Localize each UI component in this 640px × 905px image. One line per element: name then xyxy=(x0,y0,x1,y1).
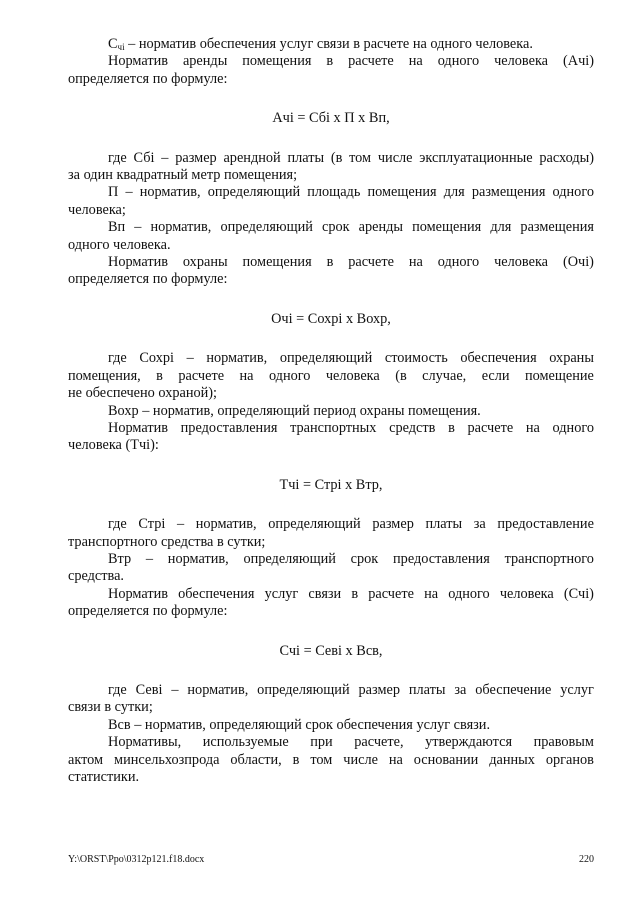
word: срок xyxy=(350,550,379,567)
word: предоставления xyxy=(180,419,278,436)
word: арендной xyxy=(223,149,281,166)
word: где xyxy=(108,516,127,533)
word: на xyxy=(424,585,439,602)
subscript: чi xyxy=(117,42,125,52)
word: человека xyxy=(494,53,549,70)
paragraph-sohri-line2 xyxy=(68,368,594,385)
word: основании xyxy=(413,751,479,768)
paragraph-vohr: Вохр – норматив, определяющий период охраны помещения. xyxy=(108,402,481,419)
word: расчете, xyxy=(354,734,404,751)
word: эксплуатационные xyxy=(419,149,533,166)
paragraph-comm-intro-line1 xyxy=(68,586,594,603)
page-number: 220 xyxy=(579,854,594,865)
word: определяющий xyxy=(243,550,336,567)
word: человека xyxy=(325,367,380,384)
word: расчете xyxy=(348,254,394,271)
paragraph-sevi-line2: связи в сутки; xyxy=(68,699,153,716)
formula-tchi: Тчi = Стрi х Втр, xyxy=(279,476,383,493)
word: случае, xyxy=(422,367,467,384)
word: помещения xyxy=(242,254,312,271)
word: норматив, xyxy=(187,681,249,698)
word: Вп xyxy=(108,219,126,236)
word: норматив, xyxy=(139,184,201,201)
word: на xyxy=(408,53,423,70)
page-footer xyxy=(68,854,594,866)
word: обеспечения xyxy=(178,585,255,602)
word: норматив, xyxy=(167,550,229,567)
word: области, xyxy=(230,751,282,768)
word: помещения, xyxy=(68,367,141,384)
word: помещения xyxy=(412,219,482,236)
word: определяющий xyxy=(220,219,313,236)
word: одного xyxy=(552,419,594,436)
word: норматив, xyxy=(195,516,257,533)
paragraph-p-line1 xyxy=(68,184,594,201)
word: Сбi xyxy=(133,149,155,166)
paragraph-cchi-definition xyxy=(68,36,594,53)
word: минсельхозпрода xyxy=(114,751,220,768)
word: расчете xyxy=(178,367,225,384)
formula-schi: Счi = Севi х Всв, xyxy=(279,642,383,659)
word: (в xyxy=(330,149,343,166)
word: определяющий xyxy=(257,681,350,698)
word: норматив, xyxy=(206,350,268,367)
word: для xyxy=(443,184,465,201)
word: на xyxy=(388,751,403,768)
word: Севi xyxy=(135,681,163,698)
word: Стрi xyxy=(138,516,166,533)
word: охраны xyxy=(182,254,228,271)
word: где xyxy=(108,149,127,166)
word: где xyxy=(108,350,127,367)
word: актом xyxy=(68,751,104,768)
word: расчете xyxy=(368,585,414,602)
paragraph-normatives-line3: статистики. xyxy=(68,769,140,785)
word: Норматив xyxy=(108,419,168,436)
word: если xyxy=(481,367,510,384)
paragraph-sohri-line1 xyxy=(68,350,594,367)
word: человека xyxy=(499,585,554,602)
paragraph-rent-intro-line1 xyxy=(68,53,594,70)
word: помещения xyxy=(367,184,437,201)
word: в xyxy=(448,419,455,436)
word: человека xyxy=(494,254,549,271)
word: в xyxy=(156,367,163,384)
paragraph-vtr-line2: средства. xyxy=(68,568,125,585)
word: том xyxy=(349,149,372,166)
word: платы xyxy=(287,149,325,166)
word: том xyxy=(310,751,333,768)
paragraph-security-intro-line1 xyxy=(68,254,594,271)
word: – xyxy=(145,550,154,567)
word: за xyxy=(454,681,467,698)
word: данных xyxy=(489,751,535,768)
word: – xyxy=(186,350,194,367)
word: Нормативы, xyxy=(108,734,182,751)
paragraph-vtr-line1 xyxy=(68,551,594,568)
word: средств xyxy=(389,419,436,436)
word: площадь xyxy=(307,184,361,201)
word: помещение xyxy=(524,367,594,384)
paragraph-sbi-line1 xyxy=(68,150,594,167)
word: используемые xyxy=(202,734,289,751)
word: услуг xyxy=(560,681,594,698)
text-fragment: С xyxy=(108,36,118,52)
word: одного xyxy=(448,585,490,602)
word: числе xyxy=(343,751,378,768)
paragraph-transport-intro-line2: человека (Тчi): xyxy=(68,437,159,454)
word: помещения xyxy=(242,53,312,70)
word: Втр xyxy=(108,550,132,567)
word: органов xyxy=(545,751,594,768)
paragraph-comm-intro-line2: определяется по формуле: xyxy=(68,603,228,620)
word: услуг xyxy=(264,585,299,602)
word: размер xyxy=(358,681,400,698)
paragraph-sohri-line3: не обеспечено охраной); xyxy=(68,385,218,402)
paragraph-vp-line2: одного человека. xyxy=(68,236,171,253)
word: размещения xyxy=(520,219,594,236)
paragraph-security-intro-line2: определяется по формуле: xyxy=(68,271,228,288)
word: одного xyxy=(437,53,480,70)
word: размещения xyxy=(471,184,546,201)
word: расчете xyxy=(348,53,394,70)
word: предоставления xyxy=(393,550,490,567)
word: – xyxy=(161,149,169,166)
word: норматив, xyxy=(150,219,212,236)
paragraph-sevi-line1 xyxy=(68,682,594,699)
word: правовым xyxy=(533,734,594,751)
paragraph-vsv: Всв – норматив, определяющий срок обеспечения услуг связи. xyxy=(108,716,491,733)
paragraph-p-line2: человека; xyxy=(68,201,126,218)
word: стоимость xyxy=(384,350,448,367)
word: на xyxy=(525,419,540,436)
paragraph-normatives-line2 xyxy=(68,752,594,769)
paragraph-transport-intro-line1 xyxy=(68,420,594,437)
word: – xyxy=(125,184,133,201)
word: размер xyxy=(372,516,414,533)
word: – xyxy=(171,681,179,698)
paragraph-rent-intro-line2: определяется по формуле: xyxy=(68,70,228,87)
paragraph-normatives-line1 xyxy=(68,734,594,751)
word: Норматив xyxy=(108,585,168,602)
word: расходы) xyxy=(539,149,594,166)
word: П xyxy=(108,184,119,201)
word: за xyxy=(473,516,486,533)
word: Норматив xyxy=(108,53,168,70)
word: предоставление xyxy=(497,516,594,533)
word: при xyxy=(310,734,333,751)
word: Сохрi xyxy=(139,350,174,367)
word: обеспечение xyxy=(475,681,552,698)
formula-ochi: Очi = Сохрi х Вохр, xyxy=(271,310,391,327)
word: на xyxy=(408,254,423,271)
paragraph-vp-line1 xyxy=(68,219,594,236)
word: одного xyxy=(268,367,311,384)
word: определяющий xyxy=(207,184,301,201)
paragraph-stri-line1 xyxy=(68,516,594,533)
footer-file-path: Y:\ORST\Ppo\0312p121.f18.docx xyxy=(68,854,205,865)
word: где xyxy=(108,681,127,698)
text-fragment: – норматив обеспечения услуг связи в расчете на одного человека. xyxy=(124,36,533,52)
word: (в xyxy=(395,367,407,384)
word: в xyxy=(351,585,359,602)
word: связи xyxy=(308,585,342,602)
word: (Ачi) xyxy=(562,53,594,70)
word: утверждаются xyxy=(425,734,513,751)
word: транспортных xyxy=(290,419,377,436)
word: Норматив xyxy=(108,254,168,271)
word: аренды xyxy=(182,53,228,70)
word: – xyxy=(176,516,185,533)
paragraph-stri-line2: транспортного средства в сутки; xyxy=(68,533,266,550)
word: расчете xyxy=(467,419,514,436)
paragraph-sbi-line2: за один квадратный метр помещения; xyxy=(68,167,298,184)
word: в xyxy=(292,751,300,768)
word: числе xyxy=(377,149,413,166)
word: платы xyxy=(408,681,446,698)
word: (Счi) xyxy=(563,585,594,602)
word: транспортного xyxy=(504,550,594,567)
document-page xyxy=(68,36,594,786)
word: (Очi) xyxy=(562,254,594,271)
word: в xyxy=(326,254,334,271)
word: срок xyxy=(321,219,350,236)
word: охраны xyxy=(549,350,594,367)
word: одного xyxy=(437,254,480,271)
word: определяющий xyxy=(268,516,361,533)
word: – xyxy=(134,219,142,236)
word: платы xyxy=(425,516,463,533)
word: одного xyxy=(552,184,594,201)
word: размер xyxy=(175,149,217,166)
word: определяющий xyxy=(279,350,373,367)
word: на xyxy=(239,367,254,384)
word: обеспечения xyxy=(460,350,537,367)
word: в xyxy=(326,53,334,70)
formula-achi: Ачi = Сбi х П х Вп, xyxy=(272,110,390,127)
word: для xyxy=(490,219,512,236)
word: аренды xyxy=(358,219,404,236)
